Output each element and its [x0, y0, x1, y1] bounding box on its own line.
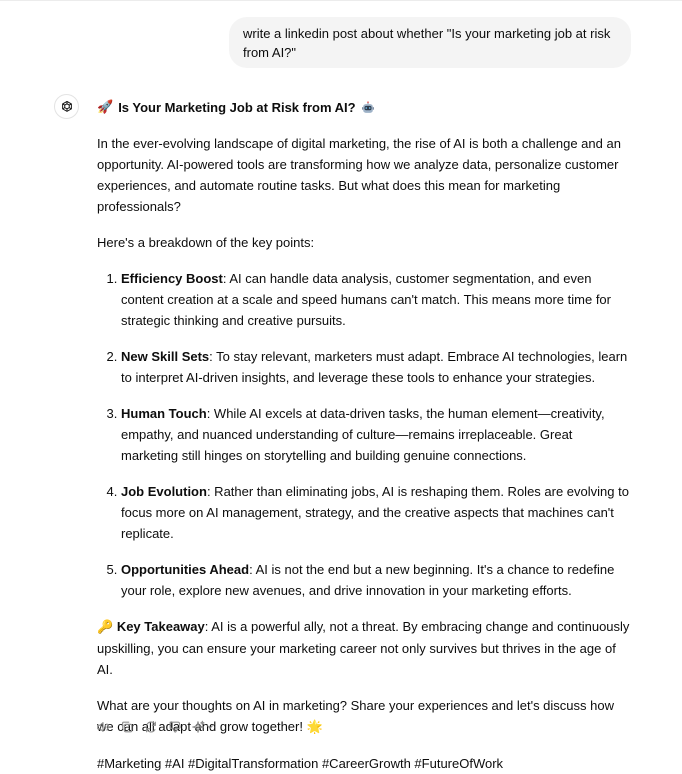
list-item — [121, 346, 632, 388]
point-text: : Rather than eliminating jobs, AI is reshaping them. Roles are evolving to focus more on AI management, strategy, and the creative aspects that machines can't replicate. — [121, 484, 629, 541]
point-title: Human Touch — [121, 406, 207, 421]
regenerate-icon — [144, 720, 158, 734]
key-takeaway — [97, 616, 632, 680]
key-takeaway-text: : AI is a powerful ally, not a threat. By embracing change and continuously upskilling, you can ensure your marketing career not only survives but thrives in the age of AI. — [97, 619, 630, 677]
point-text: : AI is not the end but a new beginning. It's a chance to redefine your role, explore new avenues, and drive innovation in your marketing efforts. — [121, 562, 615, 598]
point-text: : While AI excels at data-driven tasks, the human element—creativity, empathy, and nuanced understanding of culture—remains irreplaceable. Great marketing still hinges on storytelling and building genuine connections. — [121, 406, 605, 463]
list-item — [121, 559, 632, 601]
point-title: New Skill Sets — [121, 349, 210, 364]
robot-icon — [361, 101, 375, 115]
point-title: Job Evolution — [121, 484, 207, 499]
read-aloud-button[interactable] — [95, 719, 111, 735]
copy-button[interactable] — [119, 719, 135, 735]
model-switch-icon — [191, 720, 205, 734]
post-heading — [97, 97, 632, 118]
user-message-text: write a linkedin post about whether "Is your marketing job at risk from AI?" — [243, 26, 611, 60]
thumbs-down-button[interactable] — [167, 719, 183, 735]
hashtags: #Marketing #AI #DigitalTransformation #CareerGrowth #FutureOfWork — [97, 756, 504, 771]
read-aloud-icon — [96, 720, 110, 734]
list-item — [121, 268, 632, 331]
key-takeaway-title: Key Takeaway — [116, 619, 205, 634]
list-item — [121, 481, 632, 544]
point-title: Opportunities Ahead — [121, 562, 250, 577]
user-message-bubble — [229, 17, 631, 68]
point-title: Efficiency Boost — [121, 271, 223, 286]
key-icon: 🔑 — [97, 620, 114, 635]
regenerate-button[interactable] — [143, 719, 159, 735]
list-item — [121, 403, 632, 466]
message-actions-toolbar — [95, 718, 214, 736]
closing-text: What are your thoughts on AI in marketing? Share your experiences and let's discuss how we can all adapt and grow together! — [97, 698, 614, 734]
rocket-icon: 🚀 — [97, 100, 114, 115]
key-points-list — [97, 268, 632, 601]
thumbs-down-icon — [168, 720, 182, 734]
top-divider — [0, 0, 682, 1]
point-text: : AI can handle data analysis, customer segmentation, and even content creation at a scale and speed humans can't match. This means more time for strategic thinking and creative pursuits. — [121, 271, 611, 328]
post-heading-text: Is Your Marketing Job at Risk from AI? — [118, 100, 356, 115]
chevron-down-icon — [206, 723, 214, 731]
point-text: : To stay relevant, marketers must adapt. Embrace AI technologies, learn to interpret AI-driven insights, and leverage these tools to enhance your strategies. — [121, 349, 628, 385]
model-switch-button[interactable] — [191, 720, 214, 734]
intro-paragraph: In the ever-evolving landscape of digital marketing, the rise of AI is both a challenge and an opportunity. AI-powered tools are transforming how we analyze data, personalize customer experiences, and automate routine tasks. But what does this mean for marketing professionals? — [97, 136, 621, 214]
sparkle-icon: 🌟 — [306, 720, 323, 735]
assistant-message — [97, 97, 632, 774]
copy-icon — [120, 720, 134, 734]
openai-logo-icon — [54, 94, 79, 119]
breakdown-lead: Here's a breakdown of the key points: — [97, 235, 315, 250]
